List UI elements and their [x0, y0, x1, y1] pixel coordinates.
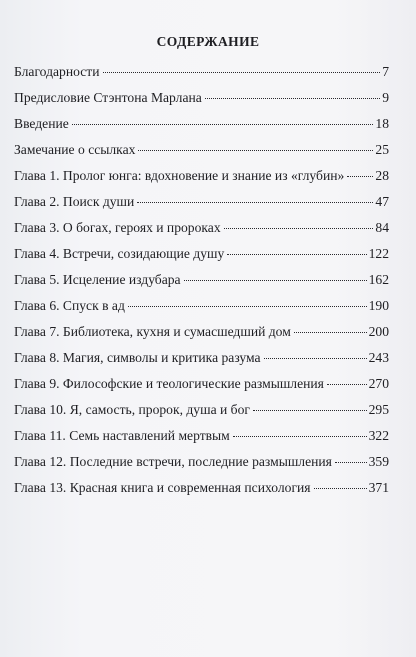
toc-entry [14, 322, 389, 342]
dot-leader [327, 384, 367, 385]
dot-leader [72, 124, 374, 125]
toc-entry [14, 348, 389, 368]
toc-entry-label: Глава 3. О богах, героях и пророках [14, 220, 221, 235]
toc-entry-label: Глава 1. Пролог юнга: вдохновение и знание из «глубин» [14, 168, 345, 183]
toc-entry-label: Глава 10. Я, самость, пророк, душа и бог [14, 402, 250, 417]
dot-leader [205, 98, 380, 99]
toc-entry-page: 270 [368, 376, 389, 391]
page-title: СОДЕРЖАНИЕ [156, 34, 260, 49]
dot-leader [253, 410, 367, 411]
dot-leader [294, 332, 367, 333]
toc-entry [14, 140, 389, 160]
dot-leader [184, 280, 367, 281]
toc-entry [14, 296, 389, 316]
toc-entry-page: 122 [368, 246, 389, 261]
toc-entry [14, 374, 389, 394]
dot-leader [138, 150, 373, 151]
toc-entry-label: Глава 4. Встречи, созидающие душу [14, 246, 225, 261]
toc-entry [14, 244, 389, 264]
toc-entry-page: 162 [368, 272, 389, 287]
toc-entry-label: Глава 8. Магия, символы и критика разума [14, 350, 261, 365]
toc-entry [14, 62, 389, 82]
toc-entry-label: Глава 2. Поиск души [14, 194, 135, 209]
toc-entry-label: Предисловие Стэнтона Марлана [14, 90, 202, 105]
toc-entry-page: 295 [368, 402, 389, 417]
toc-entry-label: Глава 13. Красная книга и современная психология [14, 480, 311, 495]
dot-leader [137, 202, 373, 203]
toc-entry [14, 192, 389, 212]
toc-entry-label: Замечание о ссылках [14, 142, 136, 157]
toc-entry [14, 400, 389, 420]
dot-leader [314, 488, 367, 489]
toc-entry-page: 7 [382, 64, 389, 79]
dot-leader [233, 436, 367, 437]
dot-leader [227, 254, 366, 255]
toc-entry [14, 452, 389, 472]
toc-entry [14, 478, 389, 498]
dot-leader [264, 358, 367, 359]
toc-entry-label: Глава 12. Последние встречи, последние размышления [14, 454, 332, 469]
dot-leader [128, 306, 367, 307]
dot-leader [335, 462, 367, 463]
toc-entry [14, 166, 389, 186]
toc-entry-label: Глава 9. Философские и теологические размышления [14, 376, 324, 391]
toc-entry-page: 359 [368, 454, 389, 469]
toc-entry [14, 218, 389, 238]
toc-entry-label: Глава 7. Библиотека, кухня и сумасшедший дом [14, 324, 291, 339]
toc-entry-label: Глава 6. Спуск в ад [14, 298, 125, 313]
toc-entry [14, 114, 389, 134]
toc-entry-page: 243 [368, 350, 389, 365]
toc-entry-page: 190 [368, 298, 389, 313]
toc-entry-page: 371 [368, 480, 389, 495]
toc-entry [14, 426, 389, 446]
dot-leader [224, 228, 374, 229]
toc-entry-label: Введение [14, 116, 69, 131]
toc-entry-page: 47 [375, 194, 389, 209]
toc-entry-page: 18 [375, 116, 389, 131]
toc-entry-page: 322 [368, 428, 389, 443]
toc-entry [14, 270, 389, 290]
toc-entry-page: 84 [375, 220, 389, 235]
toc-entry [14, 88, 389, 108]
dot-leader [347, 176, 373, 177]
toc-entry-label: Благодарности [14, 64, 100, 79]
toc-entry-label: Глава 11. Семь наставлений мертвым [14, 428, 230, 443]
dot-leader [103, 72, 381, 73]
toc-entry-page: 25 [375, 142, 389, 157]
toc-entry-page: 200 [368, 324, 389, 339]
toc-entry-page: 9 [382, 90, 389, 105]
toc-entry-label: Глава 5. Исцеление издубара [14, 272, 181, 287]
toc-entry-page: 28 [375, 168, 389, 183]
